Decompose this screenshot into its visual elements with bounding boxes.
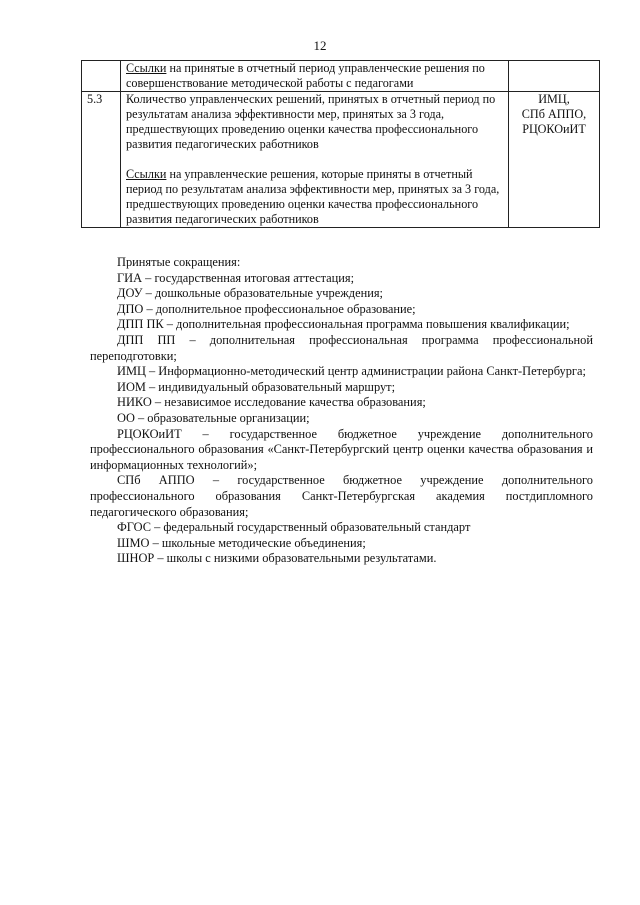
abbreviation-item: ДПП ПК – дополнительная профессиональная программа повышения квалификации; xyxy=(117,317,570,332)
abbreviation-item: ИМЦ – Информационно-методический центр администрации района Санкт-Петербурга; xyxy=(117,364,586,379)
links-text: на управленческие решения, которые приняты в отчетный период по результатам анализа эффективности мер, принятых за 3 года, предшествующих проведению оценки качества профессионального развития педагогических работников xyxy=(126,167,500,226)
abbreviation-item: ДОУ – дошкольные образовательные учреждения; xyxy=(117,286,383,301)
indicator-cell xyxy=(121,92,509,228)
abbreviation-item: ИОМ – индивидуальный образовательный маршрут; xyxy=(117,379,396,394)
abbreviation-item: РЦОКОиИТ – государственное бюджетное учреждение дополнительного профессионального образования «Санкт-Петербургский центр оценки качества образования и информационных технологий»; xyxy=(90,426,593,472)
row-number-cell xyxy=(82,61,121,92)
table-row xyxy=(82,61,600,92)
links-word: Ссылки xyxy=(126,61,167,75)
indicator-text: Количество управленческих решений, принятых в отчетный период по результатам анализа эффективности мер, принятых за 3 года, предшествующих проведению оценки качества профессионального развития педагогических работников xyxy=(126,92,496,151)
abbreviation-item: ШМО – школьные методические объединения; xyxy=(117,535,366,550)
abbreviations-section xyxy=(90,255,593,567)
abbreviation-item: ФГОС – федеральный государственный образовательный стандарт xyxy=(117,520,471,535)
page-number: 12 xyxy=(313,38,327,53)
responsible-cell xyxy=(509,61,600,92)
table-row xyxy=(82,92,600,228)
abbreviation-item: НИКО – независимое исследование качества образования; xyxy=(117,395,426,410)
indicator-text: на принятые в отчетный период управленческие решения по совершенствование методической работы с педагогами xyxy=(126,61,485,90)
responsible-line: ИМЦ, xyxy=(538,92,570,106)
indicators-table xyxy=(81,60,600,228)
abbreviations-heading: Принятые сокращения: xyxy=(117,255,241,269)
responsible-line: РЦОКОиИТ xyxy=(522,122,586,136)
responsible-cell xyxy=(509,92,600,228)
abbreviation-item: ГИА – государственная итоговая аттестация; xyxy=(117,270,355,285)
abbreviation-item: ДПО – дополнительное профессиональное образование; xyxy=(117,301,416,316)
responsible-line: СПб АППО, xyxy=(521,107,587,121)
row-number-cell: 5.3 xyxy=(82,92,121,228)
indicator-cell xyxy=(121,61,509,92)
abbreviation-item: СПб АППО – государственное бюджетное учреждение дополнительного профессионального образования Санкт-Петербургская академия постдипломного педагогического образования; xyxy=(90,473,593,519)
abbreviation-item: ДПП ПП – дополнительная профессиональная программа профессиональной переподготовки; xyxy=(90,332,593,363)
links-word: Ссылки xyxy=(126,167,167,181)
abbreviation-item: ШНОР – школы с низкими образовательными результатами. xyxy=(117,551,437,566)
abbreviation-item: ОО – образовательные организации; xyxy=(117,410,310,425)
indicator-links xyxy=(126,167,503,227)
